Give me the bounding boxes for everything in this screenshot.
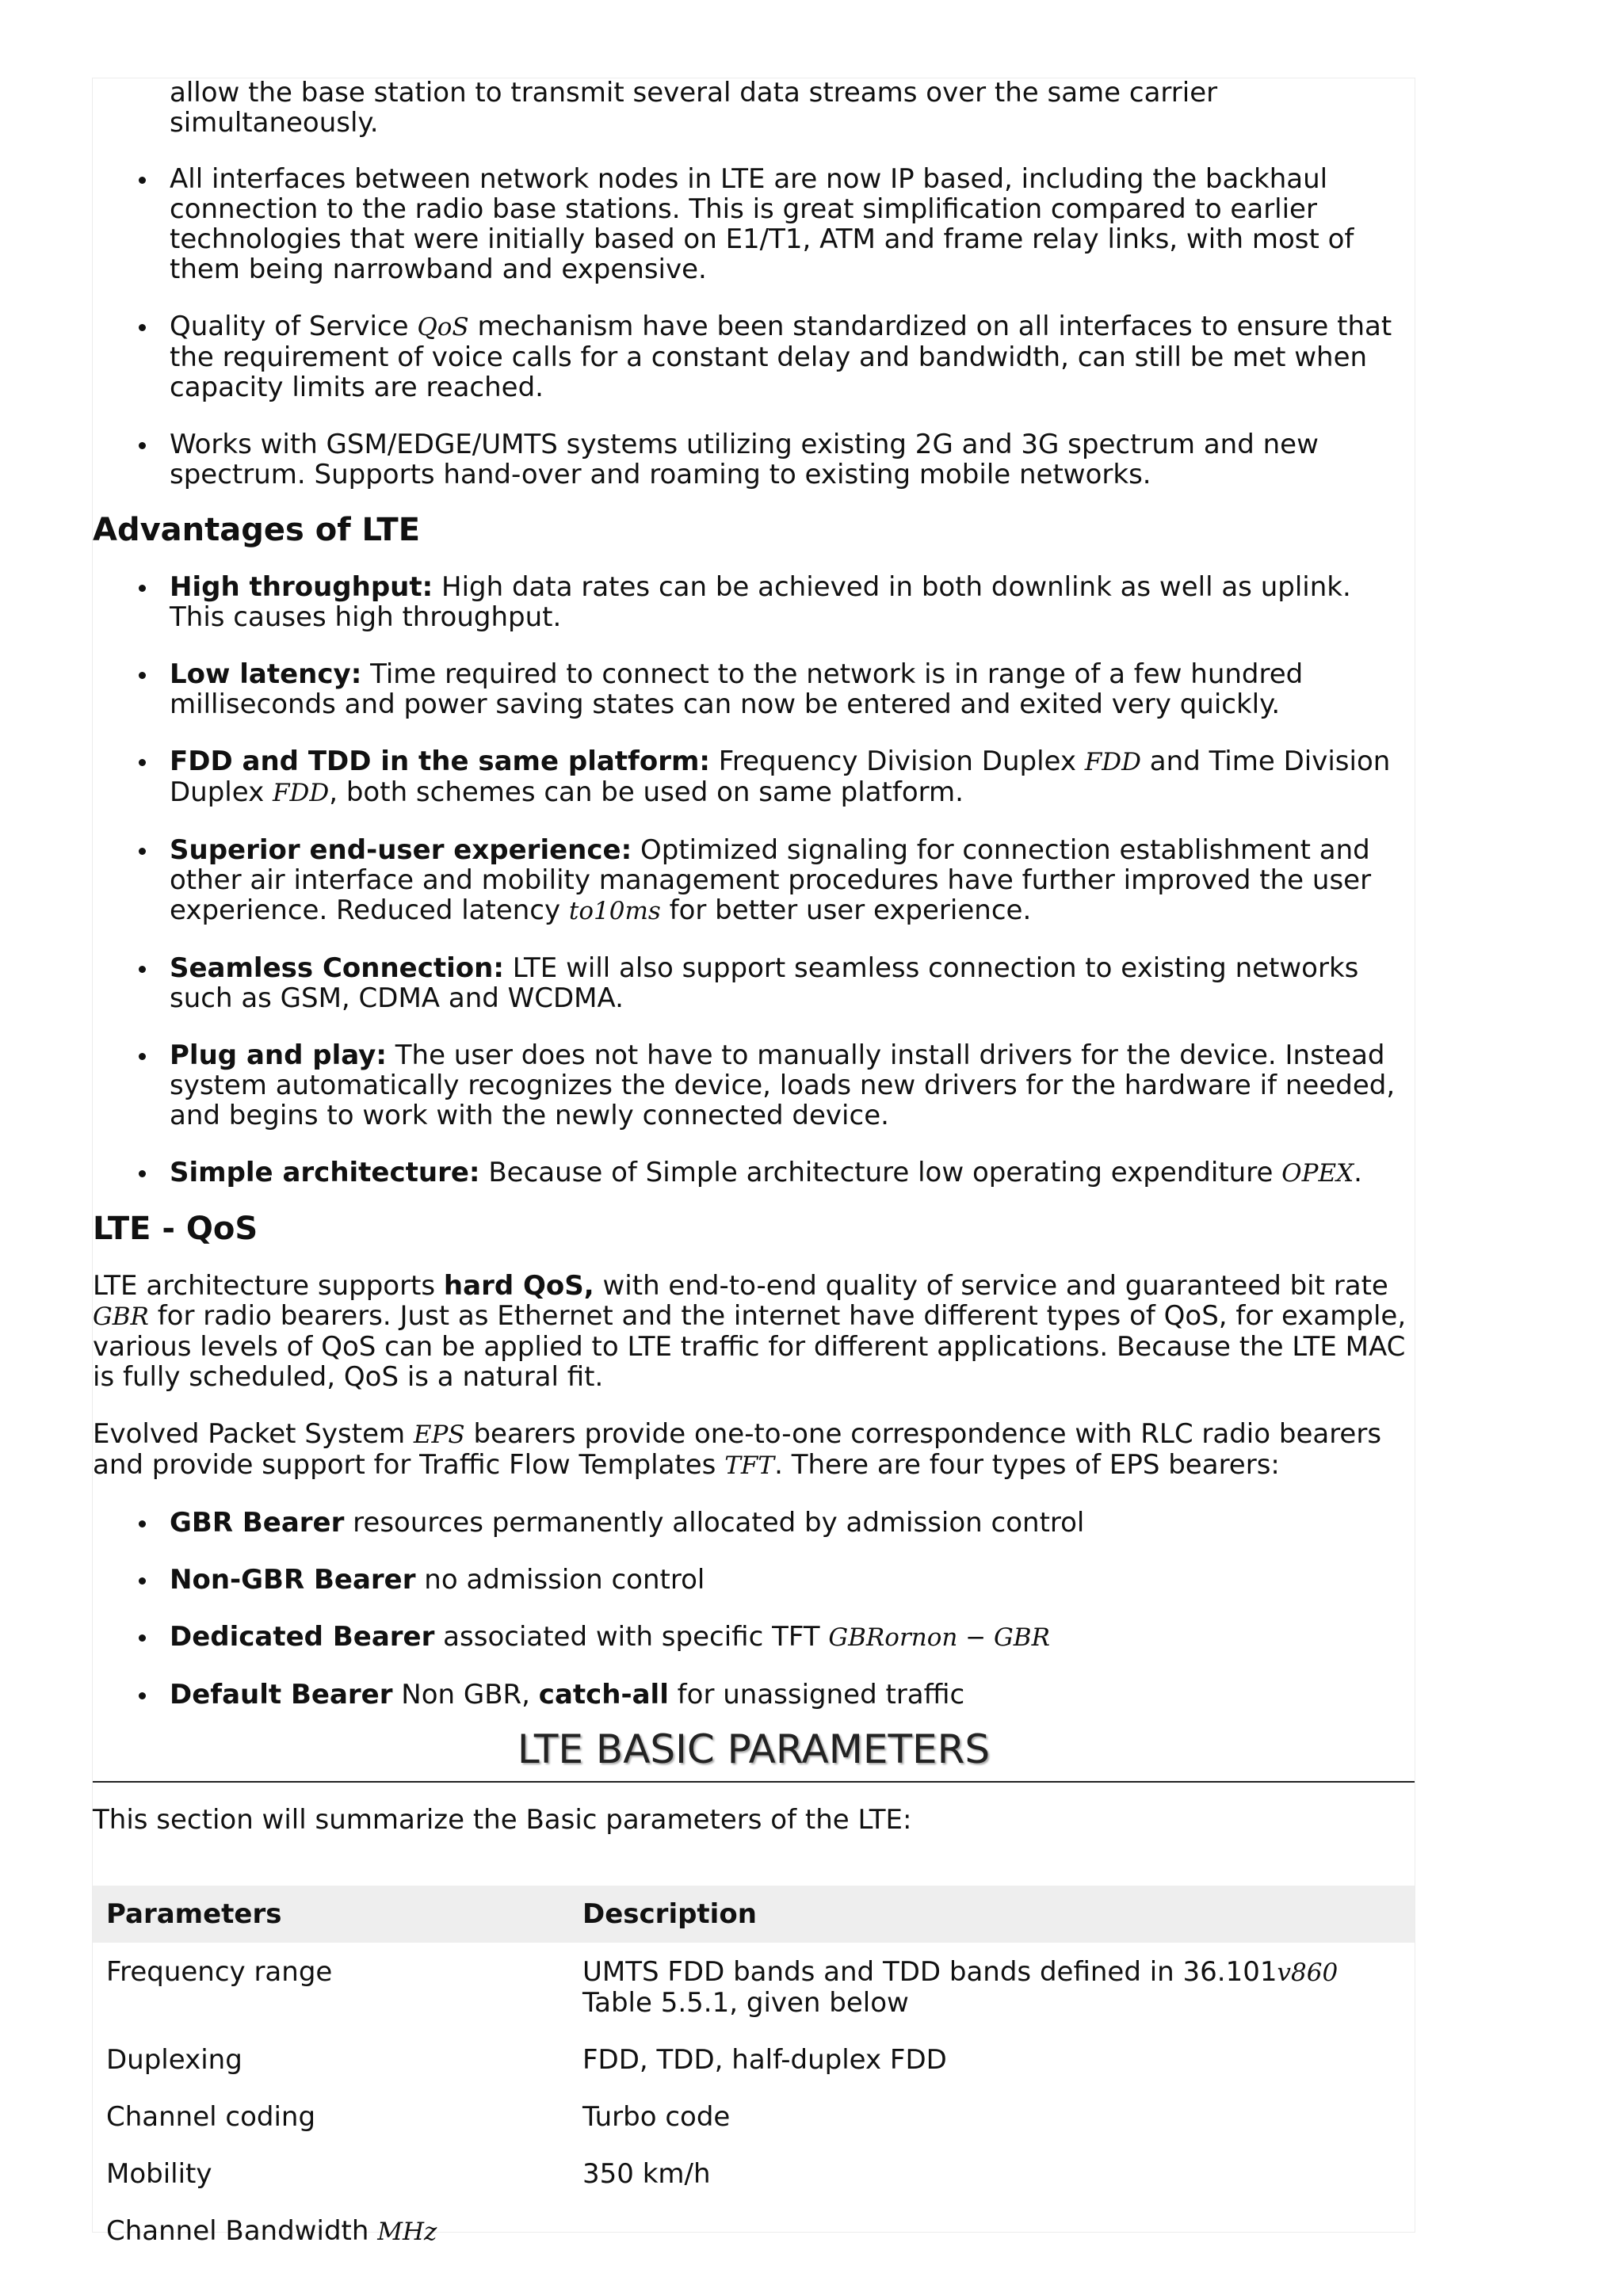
lte-features-list: [93, 164, 1415, 490]
bullet-icon: [139, 759, 146, 766]
bullet-icon: [139, 1577, 146, 1585]
advantages-list: [93, 572, 1415, 1188]
list-item: All interfaces between network nodes in LTE are now IP based, including the backhaul connection to the radio base stations. This is great simplification compared to earlier technologies that were initially based on E1/T1, ATM and frame relay links, with most of them being narrowband and expensive.: [93, 164, 1415, 284]
advantages-heading: Advantages of LTE: [93, 512, 421, 548]
bullet-icon: [139, 177, 146, 184]
table-cell: FDD, TDD, half-duplex FDD: [582, 2044, 947, 2076]
continued-text: allow the base station to transmit several data streams over the same carrier simultaneously.: [170, 77, 1218, 139]
table-cell: Duplexing: [106, 2044, 242, 2076]
list-item: Superior end-user experience: Optimized signaling for connection establishment and other air interface and mobility management procedures have further improved the user experience. Reduced latency to10ms for better user experience.: [93, 835, 1415, 926]
parameters-table: [93, 1886, 1415, 2260]
eps-bearers-list: [93, 1508, 1415, 1710]
list-item: Default Bearer Non GBR, catch-all for unassigned traffic: [93, 1680, 1415, 1710]
table-header-row: [93, 1886, 1415, 1943]
bullet-icon: [139, 966, 146, 973]
list-item: Quality of Service QoS mechanism have been standardized on all interfaces to ensure that the requirement of voice calls for a constant delay and bandwidth, can still be met when capacity limits are reached.: [93, 311, 1415, 402]
list-item: Seamless Connection: LTE will also support seamless connection to existing networks such as GSM, CDMA and WCDMA.: [93, 953, 1415, 1013]
column-header-parameters: Parameters: [93, 1886, 569, 1943]
list-item: Plug and play: The user does not have to manually install drivers for the device. Instead system automatically recognizes the device, loads new drivers for the hardware if needed, and begins to work with the newly connected device.: [93, 1040, 1415, 1131]
table-cell: Channel coding: [106, 2101, 316, 2133]
list-item: Non-GBR Bearer no admission control: [93, 1565, 1415, 1595]
table-cell: UMTS FDD bands and TDD bands defined in 36.101v860 Table 5.5.1, given below: [582, 1956, 1338, 2019]
qos-paragraph-1: LTE architecture supports hard QoS, with end-to-end quality of service and guaranteed bit rate GBR for radio bearers. Just as Ethernet and the internet have different types of QoS, for example, various levels of QoS can be applied to LTE traffic for different applications. Because the LTE MAC is fully scheduled, QoS is a natural fit.: [93, 1270, 1407, 1393]
bullet-icon: [139, 1692, 146, 1699]
list-item: FDD and TDD in the same platform: Frequency Division Duplex FDD and Time Division Duplex FDD, both schemes can be used on same platform.: [93, 746, 1415, 808]
section-title: LTE BASIC PARAMETERS: [93, 1727, 1415, 1783]
bullet-icon: [139, 324, 146, 331]
table-cell: 350 km/h: [582, 2158, 711, 2190]
table-cell: Frequency range: [106, 1956, 333, 1988]
list-item: High throughput: High data rates can be achieved in both downlink as well as uplink. This causes high throughput.: [93, 572, 1415, 632]
list-item: Dedicated Bearer associated with specific TFT GBRornon − GBR: [93, 1622, 1415, 1653]
table-cell: Turbo code: [582, 2101, 731, 2133]
list-item: Works with GSM/EDGE/UMTS systems utilizing existing 2G and 3G spectrum and new spectrum. Supports hand-over and roaming to existing mobile networks.: [93, 429, 1415, 490]
bullet-icon: [139, 848, 146, 855]
document-content: [93, 78, 1415, 2260]
column-header-description: Description: [569, 1886, 1415, 1943]
list-item: GBR Bearer resources permanently allocated by admission control: [93, 1508, 1415, 1538]
table-row: [93, 2031, 1415, 2088]
table-row: [93, 2088, 1415, 2145]
bullet-icon: [139, 1170, 146, 1177]
qos-heading: LTE - QoS: [93, 1211, 258, 1247]
bullet-icon: [139, 1634, 146, 1642]
table-cell: Mobility: [106, 2158, 212, 2190]
bullet-icon: [139, 585, 146, 592]
bullet-icon: [139, 442, 146, 449]
bullet-icon: [139, 1520, 146, 1527]
qos-paragraph-2: Evolved Packet System EPS bearers provide one-to-one correspondence with RLC radio bearers and provide support for Traffic Flow Templates TFT. There are four types of EPS bearers:: [93, 1418, 1382, 1481]
list-item: Simple architecture: Because of Simple architecture low operating expenditure OPEX.: [93, 1158, 1415, 1188]
table-cell: Channel Bandwidth MHz: [106, 2215, 437, 2247]
bullet-icon: [139, 672, 146, 679]
table-row: [93, 2202, 1415, 2260]
list-item: Low latency: Time required to connect to the network is in range of a few hundred milliseconds and power saving states can now be entered and exited very quickly.: [93, 659, 1415, 719]
table-cell: [569, 2202, 1415, 2260]
bullet-icon: [139, 1053, 146, 1060]
section-intro: This section will summarize the Basic parameters of the LTE:: [93, 1804, 912, 1836]
table-row: [93, 1943, 1415, 2031]
table-row: [93, 2145, 1415, 2202]
